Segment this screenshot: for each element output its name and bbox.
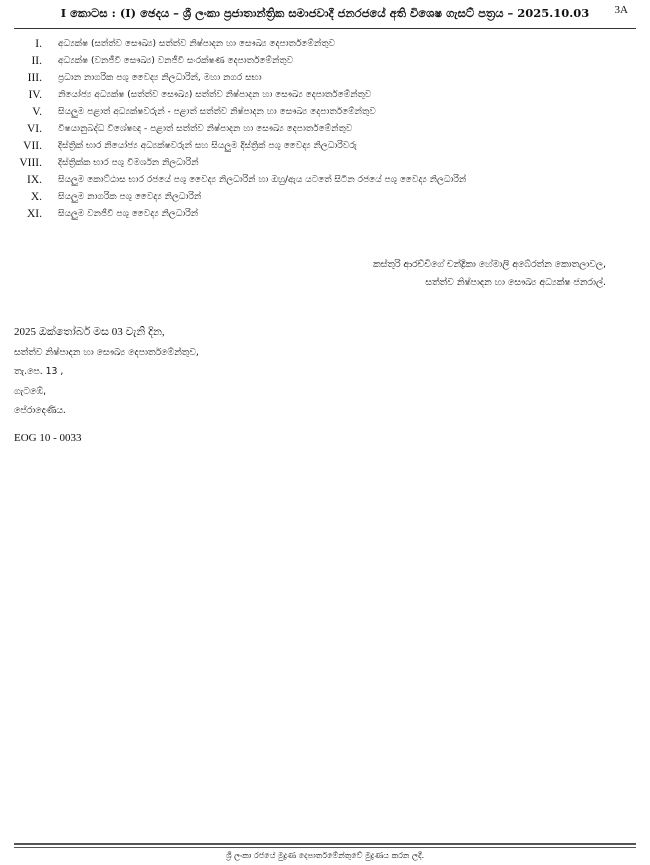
gazette-header-title: I කොටස : (I) ඡෙදය – ශ්‍රී ලංකා ප්‍රජාතාන්ත්‍රික සමාජවාදී ජනරජයේ අති විශෙෂ ගැසට් පත්‍රය – 2025.10.03	[60, 6, 590, 20]
recipient-list	[0, 36, 650, 223]
footer-divider-thin	[14, 847, 636, 848]
list-numeral: I.	[35, 38, 42, 50]
list-item	[0, 155, 650, 172]
header-divider	[14, 28, 636, 29]
list-item-text: දිස්ත්‍රික්ක භාර පශු විමර්ශන නිලධාරින්	[58, 158, 199, 168]
footer-divider-thick	[14, 843, 636, 845]
signature-block	[373, 256, 606, 292]
list-item-text: දිස්ත්‍රික් භාර නියෝජ්‍ය අධ්‍යක්ෂවරුන් සහ සියලුම දිස්ත්‍රික් පශු වෛද්‍ය නිලධාරිවරු	[58, 141, 357, 151]
list-numeral: II.	[31, 55, 42, 67]
list-item	[0, 138, 650, 155]
list-item-text: අධ්‍යක්ෂ (වනජීවී සෞඛ්‍ය) වනජීවී සංරක්ෂණ දෙපාර්තමේන්තුව	[58, 56, 294, 66]
list-numeral: XI.	[26, 208, 42, 220]
list-item	[0, 206, 650, 223]
list-item-text: නියෝජ්‍ය අධ්‍යක්ෂ (සත්ත්ව සෞඛ්‍ය) සත්ත්ව නිෂ්පාදන හා සෞඛ්‍ය දෙපාර්තමේන්තුව	[58, 90, 372, 100]
address-block	[14, 323, 199, 421]
printer-credit: ශ්‍රී ලංකා රජයේ මුද්‍රණ දෙපාර්තමේන්තුවේ මුද්‍රණය කරන ලදී.	[225, 851, 425, 860]
address-line: තැ.පෙ. 13 ,	[14, 366, 64, 377]
address-line: පේරාදෙණිය.	[14, 405, 66, 416]
reference-code: EOG 10 - 0033	[14, 432, 82, 444]
list-item-text: ප්‍රධාන නාගරික පශු වෛද්‍ය නිලධාරින්, මහා නගර සභා	[58, 73, 262, 83]
list-item	[0, 189, 650, 206]
list-item-text: සියලුම කොට්ඨාස භාර රජයේ පශු වෛද්‍ය නිලධාරින් හා ඔහු/ඇය යටතේ සිටින රජයේ පශු වෛද්‍ය නිලධාරින්	[58, 175, 467, 185]
list-item	[0, 36, 650, 53]
address-line: ගැටඹේ,	[14, 385, 47, 397]
list-item-text: අධ්‍යක්ෂ (සත්ත්ව සෞඛ්‍ය) සත්ත්ව නිෂ්පාදන හා සෞඛ්‍ය දෙපාර්තමේන්තුව	[58, 39, 335, 49]
address-line: සත්ත්ව නිෂ්පාදන හා සෞඛ්‍ය දෙපාර්තමේන්තුව,	[14, 346, 199, 358]
page-number: 3A	[614, 4, 628, 16]
list-item	[0, 172, 650, 189]
list-numeral: IX.	[26, 174, 42, 186]
list-item	[0, 104, 650, 121]
list-numeral: X.	[30, 191, 42, 203]
list-numeral: IV.	[28, 89, 42, 101]
list-item-text: විෂයානුබද්ධ විශේෂඥ - පළාත් සත්ත්ව නිෂ්පාදන හා සෞඛ්‍ය දෙපාර්තමේන්තුව	[58, 124, 353, 134]
signatory-title: සත්ත්ව නිෂ්පාදන හා සෞඛ්‍ය අධ්‍යක්ෂ ජනරාල්.	[425, 277, 606, 288]
list-item-text: සියලුම පළාත් අධ්‍යක්ෂවරුන් - පළාත් සත්ත්ව නිෂ්පාදන හා සෞඛ්‍ය දෙපාර්තමේන්තුව	[58, 107, 376, 117]
list-item-text: සියලුම වනජීවී පශු වෛද්‍ය නිලධාරින්	[58, 209, 199, 219]
list-item	[0, 70, 650, 87]
list-item	[0, 121, 650, 138]
list-numeral: III.	[27, 72, 42, 84]
list-item	[0, 53, 650, 70]
signatory-name: කස්තුරි ආරච්චිගේ චන්ද්‍රිකා හේමාලි අබේරත්න කොතලාවල,	[373, 259, 606, 270]
issue-date: 2025 ඔක්තෝබර් මස 03 වැනි දින,	[14, 326, 165, 338]
list-numeral: VIII.	[19, 157, 42, 169]
list-numeral: VI.	[26, 123, 42, 135]
list-item	[0, 87, 650, 104]
list-numeral: V.	[32, 106, 42, 118]
list-item-text: සියලුම නාගරික පශු වෛද්‍ය නිලධාරින්	[58, 192, 202, 202]
list-numeral: VII.	[23, 140, 42, 152]
